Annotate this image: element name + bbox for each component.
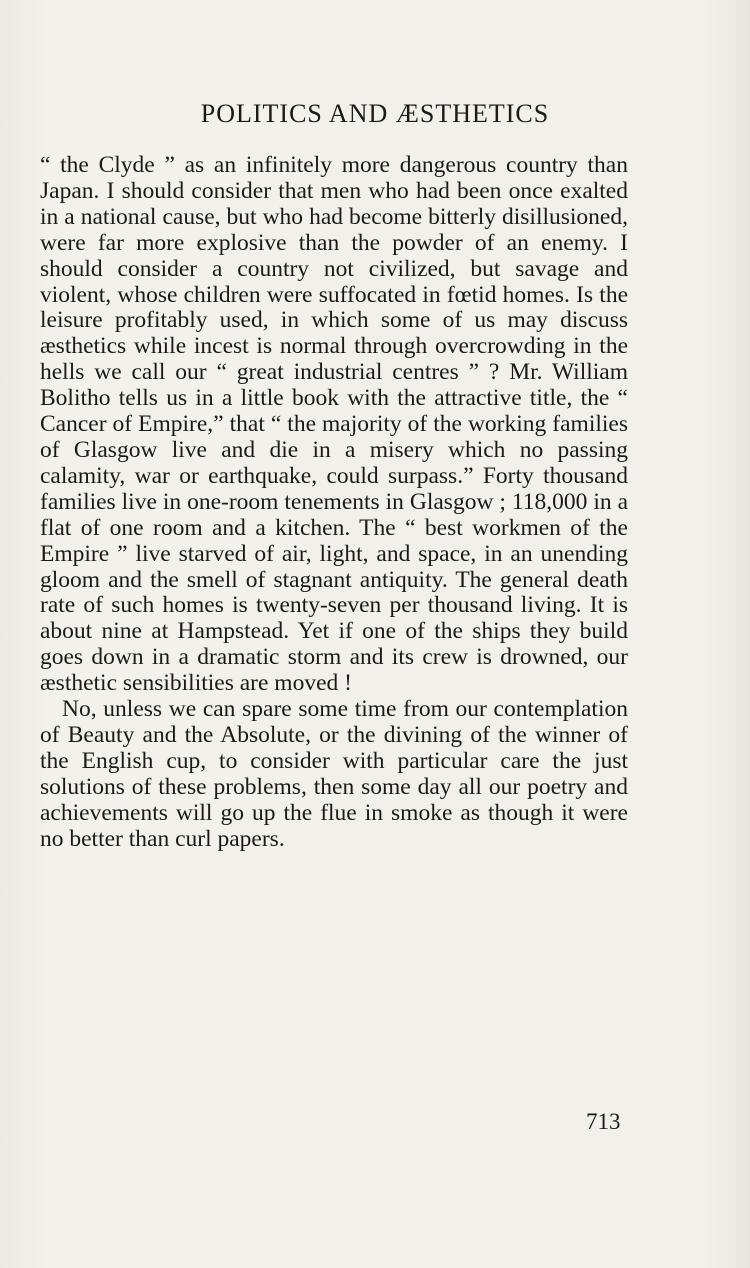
paragraph-2: No, unless we can spare some time from our contemplation of Beauty and the Absolute, or the divining of the winner of the English cup, to consider with particular care the just solutions of these problems, then some day all our poetry and achievements will go up the flue in smoke as though it were no better than curl papers. (40, 696, 628, 852)
page-number: 713 (586, 1109, 621, 1134)
running-head: POLITICS AND ÆSTHETICS (200, 99, 550, 128)
paragraph-1: “ the Clyde ” as an infinitely more dangerous country than Japan. I should consider that men who had been once exalted in a national cause, but who had become bitterly disillusioned, were far more explosive than the powder of an enemy. I should consider a country not civilized, but savage and violent, whose children were suffocated in fœtid homes. Is the leisure profitably used, in which some of us may discuss æsthetics while incest is normal through overcrowding in the hells we call our “ great industrial centres ” ? Mr. William Bolitho tells us in a little book with the attractive title, the “ Cancer of Empire,” that “ the majority of the working families of Glasgow live and die in a misery which no passing calamity, war or earthquake, could surpass.” Forty thousand families live in one-room tenements in Glasgow ; 118,000 in a flat of one room and a kitchen. The “ best workmen of the Empire ” live starved of air, light, and space, in an unending gloom and the smell of stagnant antiquity. The general death rate of such homes is twenty-seven per thousand living. It is about nine at Hampstead. Yet if one of the ships they build goes down in a dramatic storm and its crew is drowned, our æsthetic sensibilities are moved ! (40, 152, 628, 697)
body-text (40, 153, 628, 852)
